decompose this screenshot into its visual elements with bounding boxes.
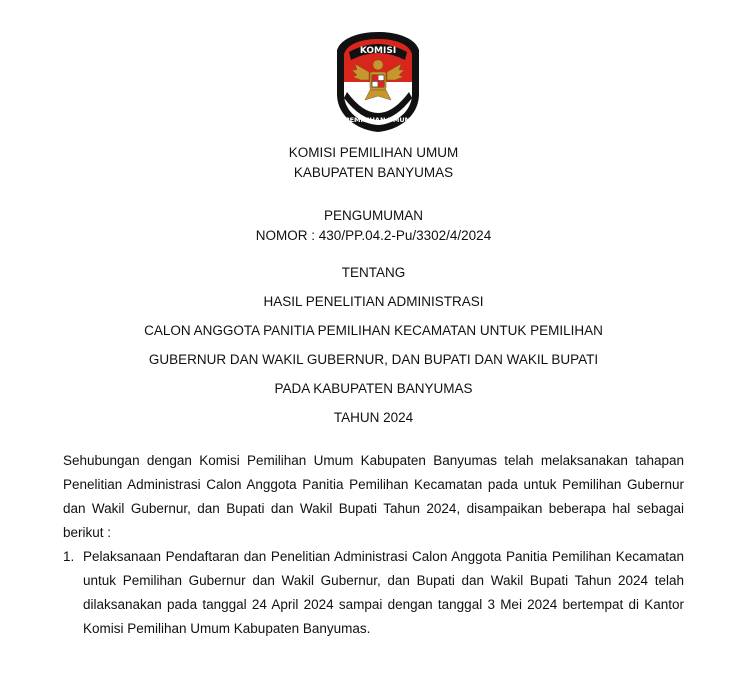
list-item: [63, 545, 684, 641]
logo-bottom-text: PEMILIHAN UMUM: [344, 116, 412, 124]
subject-block: [0, 258, 747, 432]
agency-name: KOMISI PEMILIHAN UMUM: [288, 145, 459, 160]
subject-line-5: TAHUN 2024: [333, 410, 414, 425]
list-item-text: Pelaksanaan Pendaftaran dan Penelitian Administrasi Calon Anggota Panitia Pemilihan Kecamatan untuk Pemilihan Gubernur dan Wakil Gubernur, dan Bupati dan Wakil Bupati Tahun 2024 telah dilaksanakan pada tanggal 24 April 2024 sampai dengan tanggal 3 Mei 2024 bertempat di Kantor Komisi Pemilihan Umum Kabupaten Banyumas.: [83, 549, 684, 636]
intro-paragraph: Sehubungan dengan Komisi Pemilihan Umum Kabupaten Banyumas telah melaksanakan tahapan Penelitian Administrasi Calon Anggota Panitia Pemilihan Kecamatan pada untuk Pemilihan Gubernur dan Wakil Gubernur, dan Bupati dan Wakil Bupati Tahun 2024, disampaikan beberapa hal sebagai berikut :: [63, 453, 684, 540]
subject-line-4: PADA KABUPATEN BANYUMAS: [274, 381, 473, 396]
agency-header: [0, 143, 747, 183]
announcement-label: PENGUMUMAN: [323, 208, 423, 223]
subject-line-1: HASIL PENELITIAN ADMINISTRASI: [263, 294, 484, 309]
announcement-number: NOMOR : 430/PP.04.2-Pu/3302/4/2024: [255, 228, 492, 243]
document-body: [63, 449, 684, 641]
announcement-header: [0, 206, 747, 246]
garuda-shield: [372, 75, 384, 87]
subject-line-3: GUBERNUR DAN WAKIL GUBERNUR, DAN BUPATI DAN WAKIL BUPATI: [148, 352, 599, 367]
points-list: [63, 545, 684, 641]
agency-region: KABUPATEN BANYUMAS: [293, 165, 454, 180]
kpu-logo: [335, 30, 421, 134]
logo-top-text: KOMISI: [359, 46, 397, 56]
list-item-number: 1.: [63, 549, 75, 564]
subject-line-2: CALON ANGGOTA PANITIA PEMILIHAN KECAMATAN UNTUK PEMILIHAN: [144, 323, 603, 338]
subject-about: TENTANG: [341, 265, 406, 280]
